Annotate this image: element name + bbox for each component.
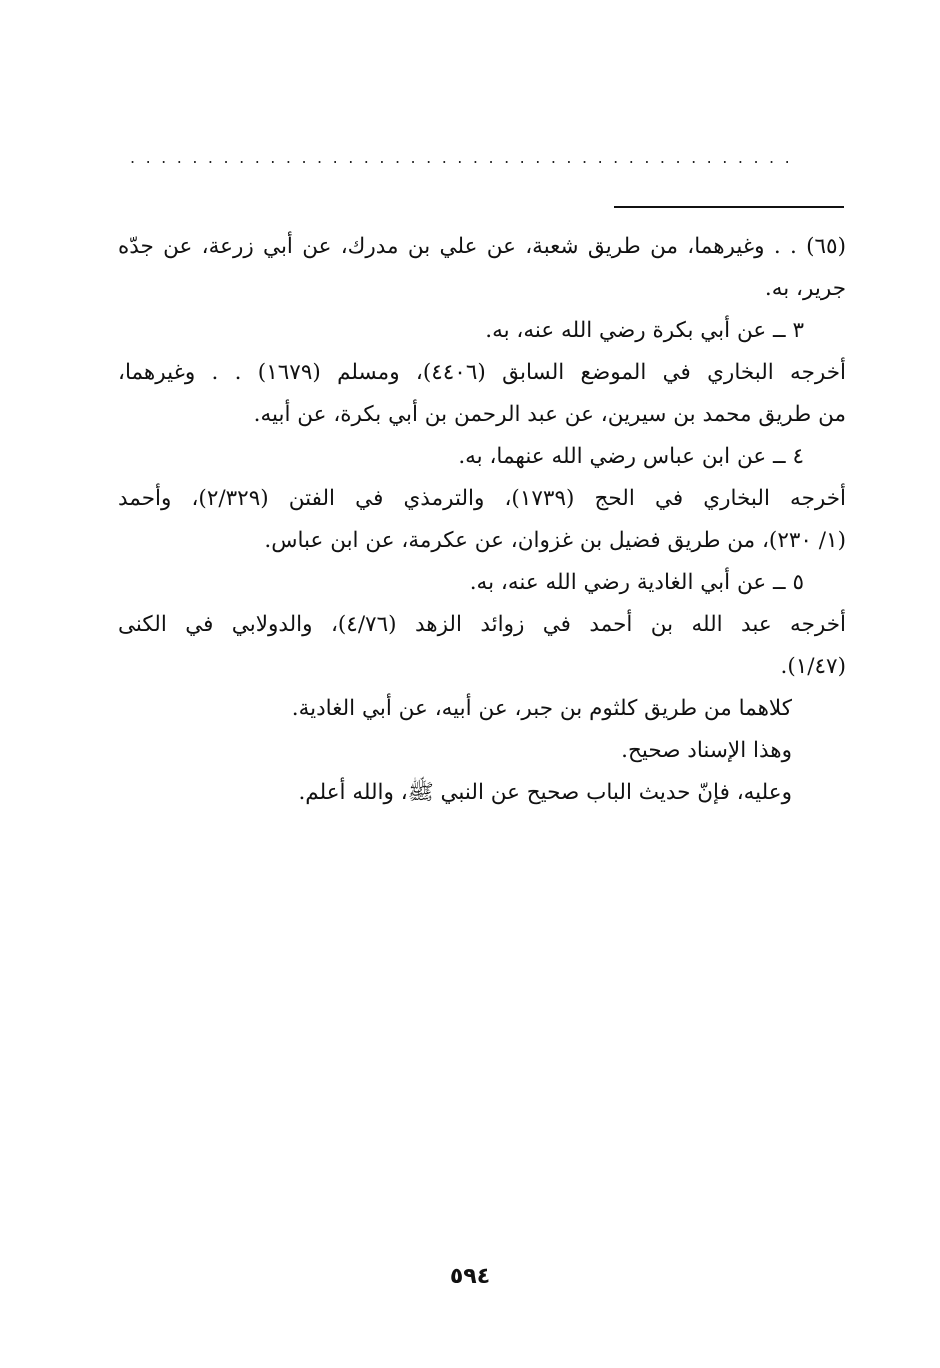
text-line-8: (١/ ٢٣٠)، من طريق فضيل بن غزوان، عن عكرمة، عن ابن عباس. [264, 528, 846, 553]
text-line-2: جرير، به. [764, 276, 846, 301]
text-line-5: من طريق محمد بن سيرين، عن عبد الرحمن بن أبي بكرة، عن أبيه. [253, 402, 846, 427]
text-line-4: أخرجه البخاري في الموضع السابق (٤٤٠٦)، ومسلم (١٦٧٩) . . وغيرهما، [118, 360, 846, 385]
text-line-3: ٣ ــ عن أبي بكرة رضي الله عنه، به. [485, 318, 804, 343]
text-line-6: ٤ ــ عن ابن عباس رضي الله عنهما، به. [458, 444, 804, 469]
text-line-1: (٦٥) . . وغيرهما، من طريق شعبة، عن علي بن مدرك، عن أبي زرعة، عن جدّه [118, 234, 846, 259]
section-separator-dots: ........................................... [130, 148, 801, 167]
text-line-10: أخرجه عبد الله بن أحمد في زوائد الزهد (٤/٧٦)، والدولابي في الكنى [118, 612, 846, 637]
text-line-9: ٥ ــ عن أبي الغادية رضي الله عنه، به. [469, 570, 804, 595]
page-body [118, 226, 846, 814]
text-line-7: أخرجه البخاري في الحج (١٧٣٩)، والترمذي في الفتن (٢/٣٢٩)، وأحمد [118, 486, 846, 511]
page-number: ٥٩٤ [449, 1264, 491, 1289]
text-line-13: وهذا الإسناد صحيح. [621, 738, 792, 763]
text-line-14: وعليه، فإنّ حديث الباب صحيح عن النبي ﷺ، والله أعلم. [298, 780, 792, 805]
footnote-rule [614, 206, 844, 208]
text-line-12: كلاهما من طريق كلثوم بن جبر، عن أبيه، عن أبي الغادية. [291, 696, 792, 721]
text-line-11: (١/٤٧). [780, 654, 846, 679]
